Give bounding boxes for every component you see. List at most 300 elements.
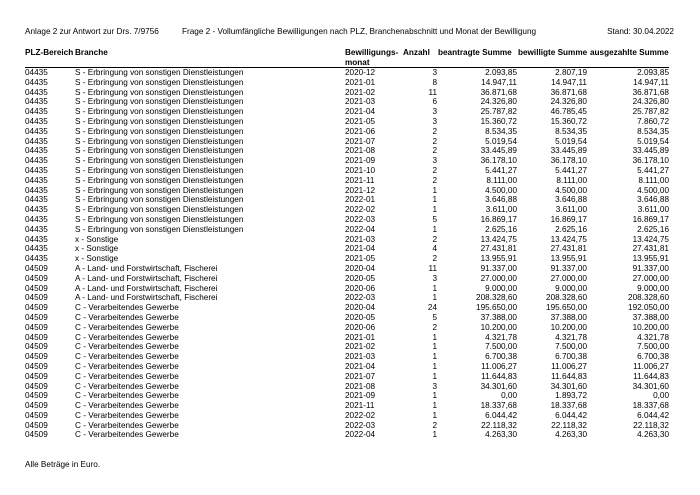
cell-anzahl: 1: [432, 205, 437, 215]
cell-bewilligt: 14.947,11: [551, 77, 587, 87]
cell-bewilligt: 1.893,72: [555, 391, 587, 401]
cell-beantragt: 9.000,00: [485, 283, 517, 293]
cell-branche: S - Erbringung von sonstigen Dienstleistungen: [75, 146, 244, 156]
cell-ausgezahlt: 8.534,35: [637, 126, 669, 136]
cell-monat: 2022-02: [345, 205, 376, 215]
cell-plz: 04435: [25, 87, 48, 97]
cell-plz: 04435: [25, 136, 48, 146]
table-row: [25, 127, 669, 137]
cell-plz: 04435: [25, 156, 48, 166]
cell-beantragt: 25.787,82: [480, 107, 517, 117]
cell-anzahl: 5: [432, 312, 437, 322]
cell-plz: 04435: [25, 146, 48, 156]
column-header-beantragt: beantragte Summe: [438, 48, 512, 57]
cell-monat: 2021-04: [345, 244, 376, 254]
cell-anzahl: 5: [432, 214, 437, 224]
cell-anzahl: 2: [432, 322, 437, 332]
cell-bewilligt: 18.337,68: [550, 401, 587, 411]
cell-branche: A - Land- und Forstwirtschaft, Fischerei: [75, 273, 218, 283]
cell-beantragt: 13.424,75: [480, 234, 517, 244]
cell-monat: 2022-03: [345, 214, 376, 224]
table-row: [25, 205, 669, 215]
cell-branche: C - Verarbeitendes Gewerbe: [75, 361, 179, 371]
table-row: [25, 88, 669, 98]
cell-monat: 2022-04: [345, 430, 376, 440]
cell-anzahl: 2: [432, 126, 437, 136]
cell-monat: 2021-12: [345, 185, 376, 195]
cell-bewilligt: 36.871,68: [550, 87, 587, 97]
cell-ausgezahlt: 2.093,85: [637, 68, 669, 77]
cell-ausgezahlt: 5.019,54: [637, 136, 669, 146]
cell-anzahl: 3: [432, 116, 437, 126]
table-row: [25, 225, 669, 235]
cell-branche: C - Verarbeitendes Gewerbe: [75, 303, 179, 313]
cell-anzahl: 1: [432, 410, 437, 420]
cell-beantragt: 10.200,00: [480, 322, 517, 332]
cell-plz: 04435: [25, 68, 48, 77]
cell-plz: 04509: [25, 371, 48, 381]
column-header-anzahl: Anzahl: [403, 48, 430, 57]
table-row: [25, 156, 669, 166]
cell-ausgezahlt: 36.178,10: [632, 156, 669, 166]
cell-beantragt: 34.301,60: [480, 381, 517, 391]
cell-ausgezahlt: 11.006,27: [633, 361, 669, 371]
table-row: [25, 362, 669, 372]
cell-ausgezahlt: 9.000,00: [637, 283, 669, 293]
cell-bewilligt: 8.111,00: [556, 175, 587, 185]
cell-monat: 2021-08: [345, 146, 376, 156]
cell-plz: 04509: [25, 332, 48, 342]
table-row: [25, 97, 669, 107]
cell-monat: 2021-02: [345, 87, 376, 97]
table-row: [25, 68, 669, 78]
cell-beantragt: 91.337,00: [480, 263, 517, 273]
cell-beantragt: 22.118,32: [481, 420, 517, 430]
cell-ausgezahlt: 14.947,11: [633, 77, 669, 87]
cell-plz: 04509: [25, 312, 48, 322]
cell-plz: 04435: [25, 97, 48, 107]
table-row: [25, 176, 669, 186]
cell-anzahl: 2: [432, 165, 437, 175]
cell-ausgezahlt: 22.118,32: [633, 420, 669, 430]
footer-note: Alle Beträge in Euro.: [25, 460, 101, 469]
cell-branche: C - Verarbeitendes Gewerbe: [75, 342, 179, 352]
cell-branche: x - Sonstige: [75, 244, 119, 254]
cell-beantragt: 5.019,54: [485, 136, 517, 146]
cell-bewilligt: 4.500,00: [555, 185, 587, 195]
cell-ausgezahlt: 13.955,91: [632, 254, 669, 264]
table-row: [25, 293, 669, 303]
cell-branche: S - Erbringung von sonstigen Dienstleistungen: [75, 165, 244, 175]
cell-anzahl: 3: [432, 381, 437, 391]
table-row: [25, 274, 669, 284]
cell-ausgezahlt: 13.424,75: [632, 234, 669, 244]
cell-plz: 04435: [25, 165, 48, 175]
cell-beantragt: 13.955,91: [480, 254, 517, 264]
cell-anzahl: 11: [428, 87, 437, 97]
data-table: [25, 67, 669, 440]
cell-monat: 2021-02: [345, 342, 376, 352]
cell-anzahl: 1: [432, 185, 437, 195]
cell-plz: 04509: [25, 391, 48, 401]
cell-beantragt: 195.650,00: [476, 303, 517, 313]
table-row: [25, 401, 669, 411]
table-row: [25, 235, 669, 245]
table-row: [25, 382, 669, 392]
cell-bewilligt: 8.534,35: [555, 126, 587, 136]
cell-bewilligt: 5.441,27: [555, 165, 587, 175]
cell-bewilligt: 2.625,16: [555, 224, 587, 234]
cell-beantragt: 4.263,30: [485, 430, 517, 440]
cell-bewilligt: 4.263,30: [555, 430, 587, 440]
cell-beantragt: 27.000,00: [480, 273, 517, 283]
table-row: [25, 117, 669, 127]
cell-bewilligt: 46.785,45: [550, 107, 587, 117]
cell-anzahl: 1: [432, 195, 437, 205]
cell-anzahl: 24: [427, 303, 437, 313]
cell-beantragt: 15.360,72: [480, 116, 517, 126]
cell-beantragt: 37.388,00: [480, 312, 517, 322]
cell-plz: 04509: [25, 420, 48, 430]
cell-bewilligt: 6.044,42: [555, 410, 587, 420]
cell-branche: S - Erbringung von sonstigen Dienstleistungen: [75, 136, 244, 146]
cell-branche: S - Erbringung von sonstigen Dienstleistungen: [75, 195, 244, 205]
table-row: [25, 137, 669, 147]
cell-monat: 2022-03: [345, 420, 376, 430]
table-row: [25, 421, 669, 431]
cell-monat: 2021-03: [345, 234, 376, 244]
cell-ausgezahlt: 91.337,00: [632, 263, 669, 273]
column-header-plz: PLZ-Bereich: [25, 48, 74, 57]
cell-branche: S - Erbringung von sonstigen Dienstleistungen: [75, 175, 244, 185]
table-row: [25, 264, 669, 274]
cell-bewilligt: 13.424,75: [550, 234, 587, 244]
table-row: [25, 146, 669, 156]
cell-plz: 04435: [25, 126, 48, 136]
cell-bewilligt: 22.118,32: [551, 420, 587, 430]
cell-anzahl: 2: [432, 146, 437, 156]
cell-branche: S - Erbringung von sonstigen Dienstleistungen: [75, 116, 244, 126]
table-row: [25, 303, 669, 313]
cell-plz: 04509: [25, 410, 48, 420]
cell-branche: S - Erbringung von sonstigen Dienstleistungen: [75, 185, 244, 195]
table-row: [25, 391, 669, 401]
cell-monat: 2020-12: [345, 68, 376, 77]
cell-plz: 04509: [25, 352, 48, 362]
cell-branche: C - Verarbeitendes Gewerbe: [75, 410, 179, 420]
cell-branche: C - Verarbeitendes Gewerbe: [75, 371, 179, 381]
cell-branche: C - Verarbeitendes Gewerbe: [75, 332, 179, 342]
cell-branche: S - Erbringung von sonstigen Dienstleistungen: [75, 126, 244, 136]
cell-ausgezahlt: 34.301,60: [632, 381, 669, 391]
cell-ausgezahlt: 4.263,30: [637, 430, 669, 440]
cell-bewilligt: 11.006,27: [551, 361, 587, 371]
cell-monat: 2020-04: [345, 263, 376, 273]
cell-monat: 2021-11: [345, 175, 375, 185]
cell-plz: 04435: [25, 77, 48, 87]
cell-monat: 2021-11: [345, 401, 375, 411]
cell-beantragt: 27.431,81: [480, 244, 517, 254]
table-row: [25, 313, 669, 323]
table-row: [25, 284, 669, 294]
cell-anzahl: 1: [432, 293, 437, 303]
table-row: [25, 323, 669, 333]
cell-bewilligt: 10.200,00: [550, 322, 587, 332]
cell-ausgezahlt: 36.871,68: [632, 87, 669, 97]
table-row: [25, 166, 669, 176]
cell-ausgezahlt: 6.700,38: [637, 352, 669, 362]
cell-monat: 2021-01: [345, 332, 376, 342]
cell-beantragt: 3.611,00: [485, 205, 517, 215]
cell-anzahl: 1: [432, 430, 437, 440]
cell-ausgezahlt: 37.388,00: [632, 312, 669, 322]
cell-plz: 04509: [25, 322, 48, 332]
table-row: [25, 254, 669, 264]
table-row: [25, 195, 669, 205]
cell-ausgezahlt: 16.869,17: [632, 214, 669, 224]
cell-plz: 04509: [25, 401, 48, 411]
cell-ausgezahlt: 27.431,81: [632, 244, 669, 254]
cell-plz: 04509: [25, 303, 48, 313]
cell-bewilligt: 5.019,54: [555, 136, 587, 146]
cell-bewilligt: 2.807,19: [555, 68, 587, 77]
cell-branche: C - Verarbeitendes Gewerbe: [75, 322, 179, 332]
cell-beantragt: 11.644,83: [481, 371, 517, 381]
cell-bewilligt: 6.700,38: [555, 352, 587, 362]
cell-monat: 2021-04: [345, 107, 376, 117]
cell-anzahl: 1: [432, 361, 437, 371]
cell-beantragt: 33.445,89: [480, 146, 517, 156]
cell-beantragt: 11.006,27: [481, 361, 517, 371]
cell-monat: 2022-03: [345, 293, 376, 303]
cell-ausgezahlt: 2.625,16: [637, 224, 669, 234]
cell-bewilligt: 15.360,72: [550, 116, 587, 126]
cell-anzahl: 2: [432, 175, 437, 185]
cell-branche: x - Sonstige: [75, 234, 119, 244]
column-header-bewilligt: bewilligte Summe: [518, 48, 588, 57]
cell-bewilligt: 4.321,78: [555, 332, 587, 342]
table-row: [25, 352, 669, 362]
cell-branche: A - Land- und Forstwirtschaft, Fischerei: [75, 283, 218, 293]
cell-anzahl: 2: [432, 136, 437, 146]
cell-plz: 04435: [25, 205, 48, 215]
cell-plz: 04509: [25, 342, 48, 352]
table-row: [25, 78, 669, 88]
cell-bewilligt: 37.388,00: [550, 312, 587, 322]
cell-anzahl: 3: [432, 273, 437, 283]
cell-beantragt: 24.326,80: [480, 97, 517, 107]
cell-monat: 2020-04: [345, 303, 376, 313]
cell-bewilligt: 16.869,17: [550, 214, 587, 224]
cell-plz: 04435: [25, 224, 48, 234]
cell-monat: 2021-04: [345, 361, 376, 371]
document-date: Stand: 30.04.2022: [607, 27, 674, 36]
cell-ausgezahlt: 6.044,42: [637, 410, 669, 420]
cell-plz: 04435: [25, 234, 48, 244]
cell-branche: S - Erbringung von sonstigen Dienstleistungen: [75, 224, 244, 234]
cell-anzahl: 1: [432, 391, 437, 401]
cell-beantragt: 3.646,88: [485, 195, 517, 205]
cell-plz: 04435: [25, 107, 48, 117]
cell-branche: C - Verarbeitendes Gewerbe: [75, 352, 179, 362]
cell-ausgezahlt: 18.337,68: [632, 401, 669, 411]
cell-bewilligt: 7.500,00: [555, 342, 587, 352]
cell-monat: 2021-10: [345, 165, 376, 175]
table-row: [25, 430, 669, 440]
cell-ausgezahlt: 3.611,00: [637, 205, 669, 215]
cell-ausgezahlt: 0,00: [653, 391, 669, 401]
document-reference: Anlage 2 zur Antwort zur Drs. 7/9756: [25, 27, 159, 36]
cell-bewilligt: 13.955,91: [550, 254, 587, 264]
cell-branche: A - Land- und Forstwirtschaft, Fischerei: [75, 293, 218, 303]
cell-anzahl: 3: [432, 107, 437, 117]
table-row: [25, 372, 669, 382]
cell-beantragt: 18.337,68: [480, 401, 517, 411]
cell-anzahl: 3: [432, 156, 437, 166]
cell-beantragt: 0,00: [501, 391, 517, 401]
cell-bewilligt: 34.301,60: [550, 381, 587, 391]
cell-plz: 04435: [25, 185, 48, 195]
column-header-monat: [345, 48, 398, 68]
cell-anzahl: 2: [432, 420, 437, 430]
cell-ausgezahlt: 10.200,00: [632, 322, 669, 332]
cell-anzahl: 3: [432, 68, 437, 77]
cell-anzahl: 1: [432, 371, 437, 381]
cell-branche: x - Sonstige: [75, 254, 119, 264]
cell-ausgezahlt: 192.050,00: [628, 303, 669, 313]
cell-branche: C - Verarbeitendes Gewerbe: [75, 401, 179, 411]
cell-plz: 04509: [25, 283, 48, 293]
cell-branche: S - Erbringung von sonstigen Dienstleistungen: [75, 205, 244, 215]
cell-beantragt: 208.328,60: [476, 293, 517, 303]
cell-branche: S - Erbringung von sonstigen Dienstleistungen: [75, 107, 244, 117]
cell-monat: 2021-09: [345, 156, 376, 166]
cell-branche: C - Verarbeitendes Gewerbe: [75, 430, 179, 440]
cell-monat: 2021-05: [345, 116, 376, 126]
cell-bewilligt: 9.000,00: [555, 283, 587, 293]
column-header-branche: Branche: [75, 48, 108, 57]
cell-branche: C - Verarbeitendes Gewerbe: [75, 381, 179, 391]
cell-monat: 2020-05: [345, 312, 376, 322]
cell-beantragt: 8.534,35: [485, 126, 517, 136]
cell-beantragt: 2.093,85: [485, 68, 517, 77]
cell-bewilligt: 91.337,00: [550, 263, 587, 273]
cell-plz: 04509: [25, 273, 48, 283]
cell-anzahl: 2: [432, 234, 437, 244]
cell-beantragt: 14.947,11: [481, 77, 517, 87]
column-header-ausgezahlt: ausgezahlte Summe: [590, 48, 669, 57]
cell-beantragt: 16.869,17: [480, 214, 517, 224]
cell-branche: A - Land- und Forstwirtschaft, Fischerei: [75, 263, 218, 273]
cell-beantragt: 7.500,00: [485, 342, 517, 352]
cell-plz: 04435: [25, 116, 48, 126]
cell-beantragt: 4.321,78: [485, 332, 517, 342]
cell-beantragt: 6.044,42: [485, 410, 517, 420]
cell-branche: S - Erbringung von sonstigen Dienstleistungen: [75, 214, 244, 224]
cell-plz: 04435: [25, 254, 48, 264]
cell-anzahl: 1: [432, 332, 437, 342]
cell-monat: 2021-03: [345, 97, 376, 107]
cell-bewilligt: 36.178,10: [550, 156, 587, 166]
cell-beantragt: 8.111,00: [486, 175, 517, 185]
cell-branche: C - Verarbeitendes Gewerbe: [75, 391, 179, 401]
cell-ausgezahlt: 25.787,82: [632, 107, 669, 117]
cell-anzahl: 1: [432, 352, 437, 362]
cell-branche: C - Verarbeitendes Gewerbe: [75, 312, 179, 322]
cell-anzahl: 1: [432, 283, 437, 293]
table-row: [25, 215, 669, 225]
cell-branche: S - Erbringung von sonstigen Dienstleistungen: [75, 87, 244, 97]
cell-plz: 04435: [25, 214, 48, 224]
cell-bewilligt: 3.611,00: [555, 205, 587, 215]
cell-anzahl: 2: [432, 254, 437, 264]
cell-branche: S - Erbringung von sonstigen Dienstleistungen: [75, 77, 244, 87]
cell-beantragt: 36.871,68: [480, 87, 517, 97]
cell-bewilligt: 24.326,80: [550, 97, 587, 107]
cell-plz: 04509: [25, 293, 48, 303]
table-row: [25, 107, 669, 117]
cell-monat: 2022-04: [345, 224, 376, 234]
cell-anzahl: 8: [432, 77, 437, 87]
table-row: [25, 342, 669, 352]
table-row: [25, 333, 669, 343]
cell-ausgezahlt: 24.326,80: [632, 97, 669, 107]
table-row: [25, 244, 669, 254]
cell-monat: 2022-02: [345, 410, 376, 420]
cell-monat: 2021-01: [345, 77, 376, 87]
cell-monat: 2021-06: [345, 126, 376, 136]
cell-plz: 04509: [25, 263, 48, 273]
cell-monat: 2021-03: [345, 352, 376, 362]
cell-ausgezahlt: 4.321,78: [637, 332, 669, 342]
cell-branche: S - Erbringung von sonstigen Dienstleistungen: [75, 97, 244, 107]
cell-ausgezahlt: 11.644,83: [633, 371, 669, 381]
cell-plz: 04435: [25, 195, 48, 205]
cell-plz: 04509: [25, 361, 48, 371]
cell-plz: 04509: [25, 381, 48, 391]
cell-plz: 04435: [25, 244, 48, 254]
cell-anzahl: 4: [432, 244, 437, 254]
cell-beantragt: 6.700,38: [485, 352, 517, 362]
cell-bewilligt: 33.445,89: [550, 146, 587, 156]
column-header-monat-line1: Bewilligungs-: [345, 48, 399, 57]
cell-anzahl: 1: [432, 224, 437, 234]
cell-plz: 04509: [25, 430, 48, 440]
cell-anzahl: 1: [432, 342, 437, 352]
cell-branche: C - Verarbeitendes Gewerbe: [75, 420, 179, 430]
document-title: Frage 2 - Vollumfängliche Bewilligungen nach PLZ, Branchenabschnitt und Monat der Bewilligung: [182, 27, 537, 36]
cell-monat: 2021-07: [345, 136, 376, 146]
cell-beantragt: 2.625,16: [485, 224, 517, 234]
cell-ausgezahlt: 7.860,72: [637, 116, 669, 126]
cell-branche: S - Erbringung von sonstigen Dienstleistungen: [75, 156, 244, 166]
cell-monat: 2021-07: [345, 371, 376, 381]
cell-bewilligt: 195.650,00: [546, 303, 587, 313]
cell-monat: 2021-09: [345, 391, 376, 401]
cell-ausgezahlt: 5.441,27: [637, 165, 669, 175]
cell-monat: 2020-06: [345, 322, 376, 332]
cell-monat: 2021-05: [345, 254, 376, 264]
cell-plz: 04435: [25, 175, 48, 185]
cell-ausgezahlt: 4.500,00: [637, 185, 669, 195]
cell-bewilligt: 27.431,81: [550, 244, 587, 254]
cell-beantragt: 5.441,27: [485, 165, 517, 175]
cell-monat: 2022-01: [345, 195, 376, 205]
cell-bewilligt: 208.328,60: [546, 293, 587, 303]
cell-ausgezahlt: 33.445,89: [632, 146, 669, 156]
cell-ausgezahlt: 3.646,88: [637, 195, 669, 205]
cell-anzahl: 1: [432, 401, 437, 411]
